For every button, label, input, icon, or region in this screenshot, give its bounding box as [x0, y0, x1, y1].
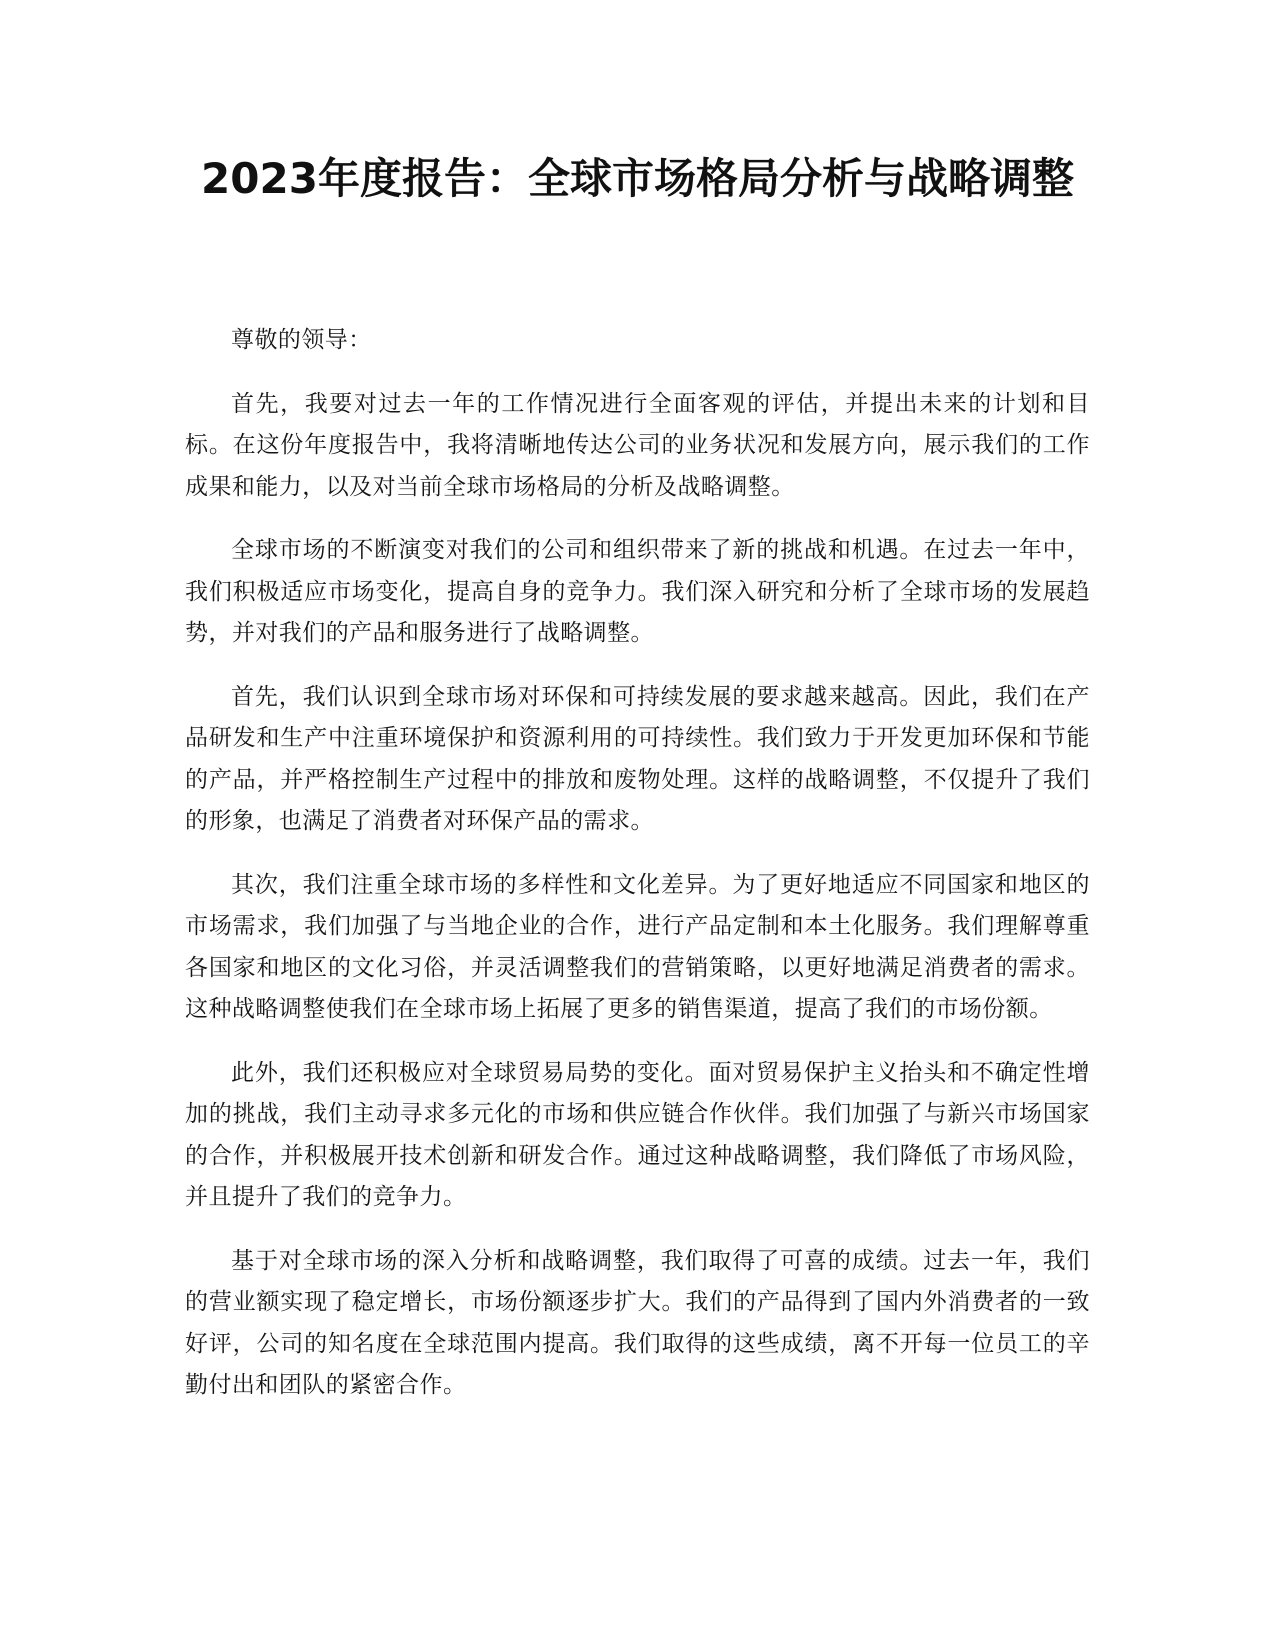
- paragraph-2: 全球市场的不断演变对我们的公司和组织带来了新的挑战和机遇。在过去一年中，我们积极适应市场变化，提高自身的竞争力。我们深入研究和分析了全球市场的发展趋势，并对我们的产品和服务进行了战略调整。: [185, 537, 1090, 646]
- salutation: 尊敬的领导：: [231, 327, 372, 353]
- document-title: 2023年度报告：全球市场格局分析与战略调整: [201, 154, 1074, 203]
- document-body: [185, 320, 1090, 1429]
- paragraph-6: 基于对全球市场的深入分析和战略调整，我们取得了可喜的成绩。过去一年，我们的营业额实现了稳定增长，市场份额逐步扩大。我们的产品得到了国内外消费者的一致好评，公司的知名度在全球范围内提高。我们取得的这些成绩，离不开每一位员工的辛勤付出和团队的紧密合作。: [185, 1247, 1090, 1398]
- paragraph-1: 首先，我要对过去一年的工作情况进行全面客观的评估，并提出未来的计划和目标。在这份年度报告中，我将清晰地传达公司的业务状况和发展方向，展示我们的工作成果和能力，以及对当前全球市场格局的分析及战略调整。: [185, 390, 1090, 500]
- paragraph-5: 此外，我们还积极应对全球贸易局势的变化。面对贸易保护主义抬头和不确定性增加的挑战，我们主动寻求多元化的市场和供应链合作伙伴。我们加强了与新兴市场国家的合作，并积极展开技术创新和研发合作。通过这种战略调整，我们降低了市场风险，并且提升了我们的竞争力。: [185, 1059, 1090, 1210]
- paragraph-3: 首先，我们认识到全球市场对环保和可持续发展的要求越来越高。因此，我们在产品研发和生产中注重环境保护和资源利用的可持续性。我们致力于开发更加环保和节能的产品，并严格控制生产过程中的排放和废物处理。这样的战略调整，不仅提升了我们的形象，也满足了消费者对环保产品的需求。: [185, 683, 1090, 834]
- paragraph-4: 其次，我们注重全球市场的多样性和文化差异。为了更好地适应不同国家和地区的市场需求，我们加强了与当地企业的合作，进行产品定制和本土化服务。我们理解尊重各国家和地区的文化习俗，并灵活调整我们的营销策略，以更好地满足消费者的需求。这种战略调整使我们在全球市场上拓展了更多的销售渠道，提高了我们的市场份额。: [185, 871, 1090, 1022]
